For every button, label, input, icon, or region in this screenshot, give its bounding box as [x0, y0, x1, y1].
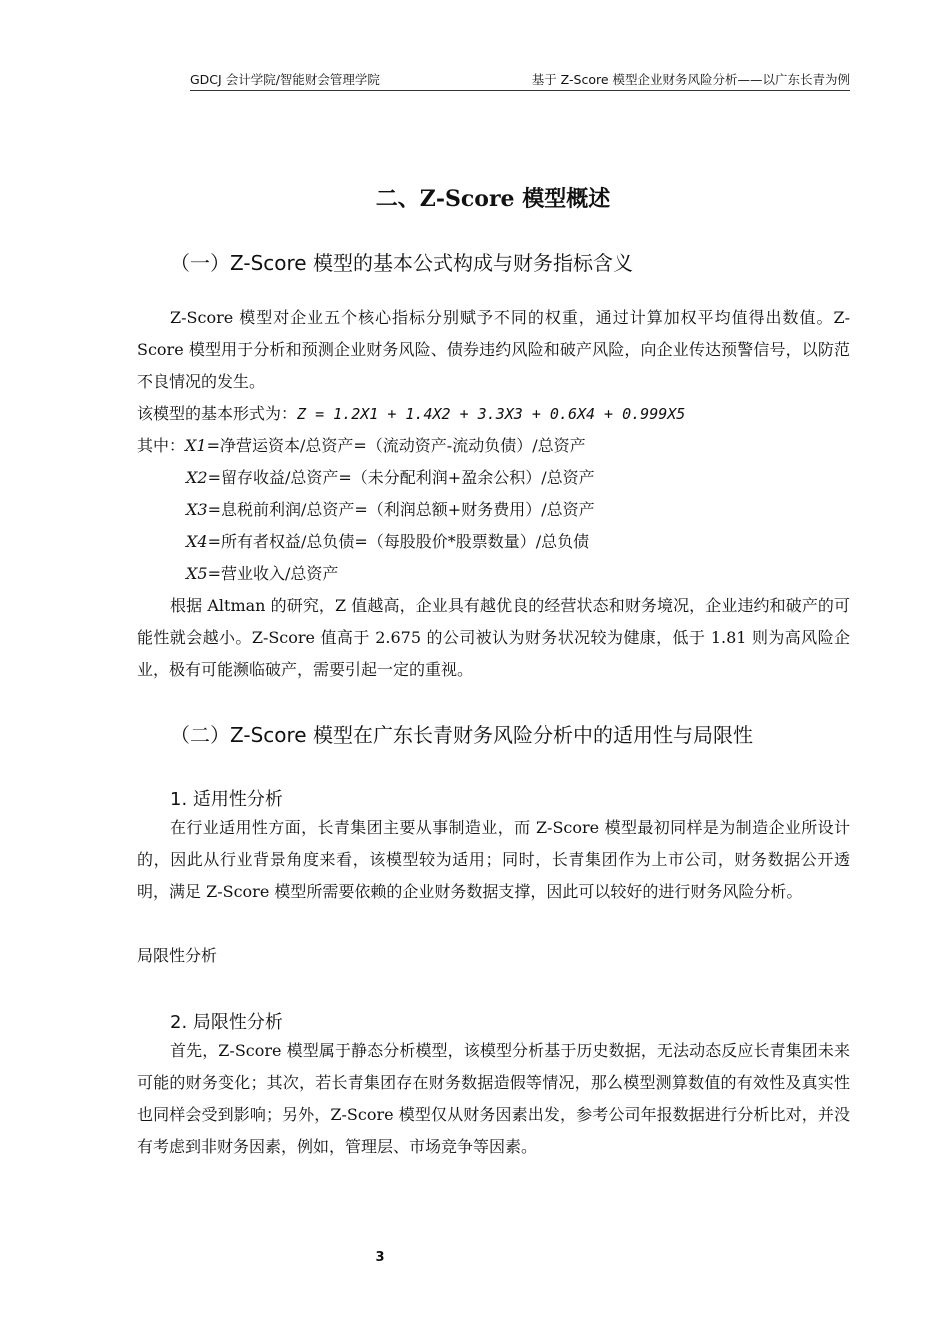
heading-applicability: 1. 适用性分析	[170, 789, 283, 810]
definition-row	[186, 526, 589, 558]
header-divider	[190, 90, 850, 91]
definition-var: X5	[186, 564, 208, 583]
subsection-title-1: （一）Z-Score 模型的基本公式构成与财务指标含义	[170, 251, 633, 275]
paragraph-intro: Z-Score 模型对企业五个核心指标分别赋予不同的权重，通过计算加权平均值得出数值。Z-Score 模型用于分析和预测企业财务风险、债券违约风险和破产风险，向企业传达预警信号，以防范不良情况的发生。	[137, 308, 850, 391]
definition-text: =净营运资本/总资产=（流动资产-流动负债）/总资产	[206, 436, 586, 455]
subsection-title-2: （二）Z-Score 模型在广东长青财务风险分析中的适用性与局限性	[170, 723, 753, 747]
definition-text: =营业收入/总资产	[207, 564, 339, 583]
definition-row	[186, 558, 338, 590]
formula-label: 该模型的基本形式为：	[137, 404, 298, 423]
definition-var: X2	[186, 468, 208, 487]
paragraph-applicability: 在行业适用性方面，长青集团主要从事制造业，而 Z-Score 模型最初同样是为制造企业所设计的，因此从行业背景角度来看，该模型较为适用；同时，长青集团作为上市公司，财务数据公开透明，满足 Z-Score 模型所需要依赖的企业财务数据支撑，因此可以较好的进行财务风险分析。	[137, 818, 850, 901]
definition-row	[186, 462, 595, 494]
formula: Z = 1.2X1 + 1.4X2 + 3.3X3 + 0.6X4 + 0.999X5	[297, 405, 686, 423]
page-number: 3	[375, 1250, 385, 1265]
section-title: 二、Z-Score 模型概述	[375, 186, 611, 212]
definition-row	[137, 430, 586, 462]
paragraph-limitations: 首先，Z-Score 模型属于静态分析模型，该模型分析基于历史数据，无法动态反应长青集团未来可能的财务变化；其次，若长青集团存在财务数据造假等情况，那么模型测算数值的有效性及真实性也同样会受到影响；另外，Z-Score 模型仅从财务因素出发，参考公司年报数据进行分析比对，并没有考虑到非财务因素，例如，管理层、市场竞争等因素。	[137, 1041, 850, 1156]
paragraph-altman: 根据 Altman 的研究，Z 值越高，企业具有越优良的经营状态和财务境况，企业违约和破产的可能性就会越小。Z-Score 值高于 2.675 的公司被认为财务状况较为健康，低于 1.81 则为高风险企业，极有可能濒临破产，需要引起一定的重视。	[137, 596, 850, 679]
definition-text: =所有者权益/总负债=（每股股价*股票数量）/总负债	[207, 532, 590, 551]
definition-var: X4	[186, 532, 208, 551]
heading-limitations: 2. 局限性分析	[170, 1012, 283, 1033]
stray-text: 局限性分析	[137, 946, 218, 965]
page-header	[190, 70, 850, 92]
header-right-text: 基于 Z-Score 模型企业财务风险分析——以广东长青为例	[531, 72, 850, 87]
definition-var: X3	[186, 500, 208, 519]
definition-row	[186, 494, 595, 526]
where-label: 其中：	[137, 436, 186, 455]
formula-line	[137, 398, 685, 430]
definition-var: X1	[185, 436, 207, 455]
definition-text: =留存收益/总资产=（未分配利润+盈余公积）/总资产	[207, 468, 595, 487]
header-left-text: GDCJ 会计学院/智能财会管理学院	[190, 72, 380, 87]
definition-text: =息税前利润/总资产=（利润总额+财务费用）/总资产	[207, 500, 595, 519]
